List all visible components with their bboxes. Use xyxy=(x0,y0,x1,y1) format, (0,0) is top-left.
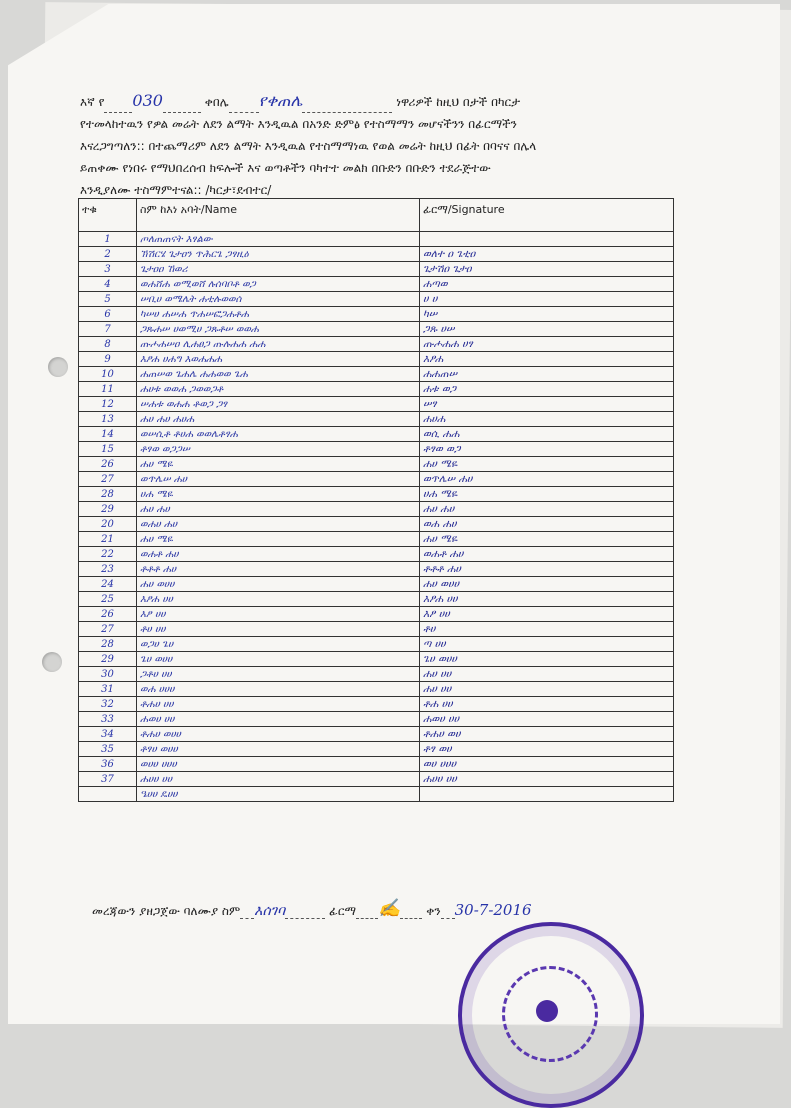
official-stamp-icon xyxy=(458,922,644,1108)
row-number: 24 xyxy=(79,577,137,592)
row-name: ሠሐቱ ወሐሐ ቶወጋ ጋፃ xyxy=(137,397,420,412)
table-row xyxy=(79,322,674,337)
row-name: ሐሀቱ ወወሐ ጋወወጋቶ xyxy=(137,382,420,397)
row-signature: ቶሐ ሀሀ xyxy=(420,697,674,712)
table-row xyxy=(79,367,674,382)
column-header-number: ተቁ xyxy=(79,199,137,232)
row-signature: ቶፃ ወሀ xyxy=(420,742,674,757)
row-number: 7 xyxy=(79,322,137,337)
preparer-signature-scribble-icon: ✍ xyxy=(378,898,401,919)
row-signature: እፆሐ xyxy=(420,352,674,367)
declaration-line-3: እናረጋግጣለን:: በተጨማሪም ለደን ልማት እንዲዉል የተስማማነዉ የወል መሬት ከዚህ በፊት በባናና በሌላ xyxy=(80,139,537,153)
table-row xyxy=(79,352,674,367)
declaration-residents: ነዋሪዎች ከዚህ በታች በካርታ xyxy=(396,95,521,109)
row-signature: ጌሀ ወሀሀ xyxy=(420,652,674,667)
row-signature: ቶቶቶ ሐሀ xyxy=(420,562,674,577)
row-number: 22 xyxy=(79,547,137,562)
row-signature: ቶሐሀ ወሀ xyxy=(420,727,674,742)
date-label: ቀን xyxy=(426,904,441,918)
row-name: ሐሀሀ ሀሀ xyxy=(137,772,420,787)
row-name: ሠቢሀ ወሜሌት ሐቲሉወወሰ xyxy=(137,292,420,307)
declaration-text xyxy=(80,90,720,201)
table-row xyxy=(79,622,674,637)
row-number: 13 xyxy=(79,412,137,427)
row-name: እፆሐ ሀሐግ እወሐሐሐ xyxy=(137,352,420,367)
row-signature: ሠፃ xyxy=(420,397,674,412)
row-name: እፆሐ ሀሀ xyxy=(137,592,420,607)
row-number: 23 xyxy=(79,562,137,577)
table-row xyxy=(79,607,674,622)
row-name: ቶሀ ሀሀ xyxy=(137,622,420,637)
table-row xyxy=(79,337,674,352)
row-name: ወጥሌሠ ሐሀ xyxy=(137,472,420,487)
row-name: ጡሖሐሠዐ ሊሐፀጋ ጡሉሐሐ ሐሐ xyxy=(137,337,420,352)
row-number: 27 xyxy=(79,622,137,637)
row-signature: እፆሐ ሀሀ xyxy=(420,592,674,607)
row-signature: ቶሀ xyxy=(420,622,674,637)
row-signature: ቶፃወ ወጋ xyxy=(420,442,674,457)
table-row xyxy=(79,742,674,757)
row-number: 3 xyxy=(79,262,137,277)
signature-label: ፊርማ xyxy=(328,904,357,918)
row-number: 10 xyxy=(79,367,137,382)
table-row xyxy=(79,502,674,517)
row-number: 4 xyxy=(79,277,137,292)
row-name: ወሐቶ ሐሀ xyxy=(137,547,420,562)
table-row xyxy=(79,397,674,412)
row-number: 34 xyxy=(79,727,137,742)
table-row xyxy=(79,727,674,742)
row-name: ኽሽርሄ ጌታዐን ጥሕርጌ ጋፃዚዕ xyxy=(137,247,420,262)
declaration-we: እኛ የ xyxy=(80,95,105,109)
table-row xyxy=(79,532,674,547)
preparer-label: መረጃውን ያዘጋጀው ባለሙያ ስም xyxy=(92,904,241,918)
row-name: ጦለጠጠናት እፃልው xyxy=(137,232,420,247)
row-name: እፆ ሀሀ xyxy=(137,607,420,622)
column-header-name: ስም ከእነ አባት/Name xyxy=(137,199,420,232)
row-number: 26 xyxy=(79,607,137,622)
kebele-label: ቀበሌ xyxy=(204,95,229,109)
declaration-line-5: እንዲያለሙ ተስማምተናል:: /ካርታ፣ደብተር/ xyxy=(80,183,272,197)
row-number: 37 xyxy=(79,772,137,787)
row-name: ሐወሀ ሀሀ xyxy=(137,712,420,727)
row-name: ሀሐ ሜዬ xyxy=(137,487,420,502)
table-row xyxy=(79,577,674,592)
row-signature: ወሐ ሐሀ xyxy=(420,517,674,532)
table-row xyxy=(79,667,674,682)
table-row xyxy=(79,787,674,802)
row-number: 8 xyxy=(79,337,137,352)
row-signature: ሐሀሀ ሀሀ xyxy=(420,772,674,787)
row-number: 9 xyxy=(79,352,137,367)
row-signature: ሐሀ ሜዬ xyxy=(420,457,674,472)
table-row xyxy=(79,712,674,727)
punch-hole-top xyxy=(48,357,68,377)
row-number xyxy=(79,787,137,802)
row-name: ወሀሀ ሀሀሀ xyxy=(137,757,420,772)
row-number: 27 xyxy=(79,472,137,487)
row-signature xyxy=(420,787,674,802)
kebele-name: የቀጠሌ xyxy=(258,91,303,110)
table-row xyxy=(79,412,674,427)
row-number: 28 xyxy=(79,487,137,502)
table-row xyxy=(79,697,674,712)
row-name: ወሐሸሐ ወሚወሸ ሉሰባቦቶ ወጋ xyxy=(137,277,420,292)
row-name: ቶሐሀ ሀሀ xyxy=(137,697,420,712)
row-number: 33 xyxy=(79,712,137,727)
row-number: 12 xyxy=(79,397,137,412)
row-signature: ሐሀ ሀሀ xyxy=(420,667,674,682)
row-number: 36 xyxy=(79,757,137,772)
row-number: 1 xyxy=(79,232,137,247)
table-row xyxy=(79,562,674,577)
table-row xyxy=(79,247,674,262)
row-signature: ወጥሌሠ ሐሀ xyxy=(420,472,674,487)
row-signature: ሐቱ ወጋ xyxy=(420,382,674,397)
table-row xyxy=(79,442,674,457)
row-name: ሐሀ ሜዬ xyxy=(137,457,420,472)
row-name: ቶፃሀ ወሀሀ xyxy=(137,742,420,757)
table-row xyxy=(79,292,674,307)
row-number: 26 xyxy=(79,457,137,472)
table-row xyxy=(79,757,674,772)
row-signature: ካሠ xyxy=(420,307,674,322)
row-number: 2 xyxy=(79,247,137,262)
table-row xyxy=(79,637,674,652)
row-number: 32 xyxy=(79,697,137,712)
row-name: ጋቶሀ ሀሀ xyxy=(137,667,420,682)
row-signature: እፆ ሀሀ xyxy=(420,607,674,622)
row-number: 21 xyxy=(79,532,137,547)
row-number: 11 xyxy=(79,382,137,397)
row-name: ጌታዐዐ ኸወሪ xyxy=(137,262,420,277)
table-row xyxy=(79,472,674,487)
table-row xyxy=(79,592,674,607)
row-name: ሐሀ ወሀሀ xyxy=(137,577,420,592)
row-signature: ሐሀ ሐሀ xyxy=(420,502,674,517)
row-name: ቶቶቶ ሐሀ xyxy=(137,562,420,577)
row-name: ቶፃወ ወጋጋሠ xyxy=(137,442,420,457)
row-name: ሐሀ ሜዬ xyxy=(137,532,420,547)
row-signature: ሐሐጠሠ xyxy=(420,367,674,382)
table-row xyxy=(79,262,674,277)
row-name: ጌሀ ወሀሀ xyxy=(137,652,420,667)
row-signature: ሐሀሐ xyxy=(420,412,674,427)
row-signature: ሐሀ ሜዬ xyxy=(420,532,674,547)
row-name: ጋጹሐሠ ሀወሚሀ ጋጹቶሠ ወወሐ xyxy=(137,322,420,337)
signature-table xyxy=(78,198,674,802)
row-name: ሐጠሠወ ጌሐሌ ሐሐወወ ጌሐ xyxy=(137,367,420,382)
table-row xyxy=(79,547,674,562)
row-signature: ሀሐ ሜዬ xyxy=(420,487,674,502)
row-signature: ሐሀ ሀሀ xyxy=(420,682,674,697)
table-row xyxy=(79,427,674,442)
row-signature xyxy=(420,232,674,247)
row-number: 35 xyxy=(79,742,137,757)
row-number: 29 xyxy=(79,652,137,667)
table-header-row xyxy=(79,199,674,232)
table-row xyxy=(79,277,674,292)
row-signature: ወሐቶ ሐሀ xyxy=(420,547,674,562)
punch-hole-bottom xyxy=(42,652,62,672)
declaration-line-2: የተመላከተዉን የዎል መሬት ለደን ልማት እንዲዉል በአንድ ድምፅ የተስማማን መሆናችንን በፊርማችን xyxy=(80,117,517,131)
row-name: ወሐ ሀሀሀ xyxy=(137,682,420,697)
declaration-line-4: ይጠቀሙ የነበሩ የማህበረሰብ ክፍሎች እና ወጣቶችን ባካተተ መልክ በቡድን በቡድን ተደራጅተው xyxy=(80,161,491,175)
row-number: 28 xyxy=(79,637,137,652)
row-name: ሐሀ ሐሀ xyxy=(137,502,420,517)
table-row xyxy=(79,652,674,667)
table-row xyxy=(79,517,674,532)
row-number: 20 xyxy=(79,517,137,532)
table-row xyxy=(79,307,674,322)
row-number: 15 xyxy=(79,442,137,457)
row-name: ቶሐሀ ወሀሀ xyxy=(137,727,420,742)
date-value: 30-7-2016 xyxy=(454,901,532,919)
column-header-signature: ፊርማ/Signature xyxy=(420,199,674,232)
table-row xyxy=(79,772,674,787)
row-signature: ወለተ ዐ ጌቲዐ xyxy=(420,247,674,262)
kebele-number: 030 xyxy=(132,91,163,110)
row-number: 5 xyxy=(79,292,137,307)
row-number: 30 xyxy=(79,667,137,682)
row-signature: ሀ ሀ xyxy=(420,292,674,307)
stamp-emblem xyxy=(536,1000,558,1022)
table-row xyxy=(79,382,674,397)
row-signature: ጋጹ ሀሠ xyxy=(420,322,674,337)
row-name: ወጋሀ ጌሀ xyxy=(137,637,420,652)
row-number: 25 xyxy=(79,592,137,607)
row-signature: ጣ ሀሀ xyxy=(420,637,674,652)
table-row xyxy=(79,487,674,502)
preparer-name: እሰገባ xyxy=(254,903,286,919)
row-signature: ሐሀ ወሀሀ xyxy=(420,577,674,592)
row-number: 14 xyxy=(79,427,137,442)
footer-line xyxy=(92,898,532,919)
row-number: 29 xyxy=(79,502,137,517)
row-signature: ጡሖሐሐ ሀፃ xyxy=(420,337,674,352)
table-row xyxy=(79,232,674,247)
row-signature: ሐጣወ xyxy=(420,277,674,292)
declaration-line-1 xyxy=(80,90,720,113)
row-name: ወሐሀ ሐሀ xyxy=(137,517,420,532)
row-number: 6 xyxy=(79,307,137,322)
row-name: ዔሀሀ ዴሀሀ xyxy=(137,787,420,802)
row-signature: ወሲ ሐሐ xyxy=(420,427,674,442)
row-number: 31 xyxy=(79,682,137,697)
row-name: ወሠሲቶ ቶሀሐ ወወሌቶፃሐ xyxy=(137,427,420,442)
row-name: ሐሀ ሐሀ ሐሀሐ xyxy=(137,412,420,427)
row-name: ካሠሀ ሐሠሐ ጥሐሠፎጋሐቶሐ xyxy=(137,307,420,322)
row-signature: ሐወሀ ሀሀ xyxy=(420,712,674,727)
table-row xyxy=(79,682,674,697)
table-row xyxy=(79,457,674,472)
row-signature: ወሀ ሀሀሀ xyxy=(420,757,674,772)
row-signature: ጌታሽዐ ጌታዐ xyxy=(420,262,674,277)
